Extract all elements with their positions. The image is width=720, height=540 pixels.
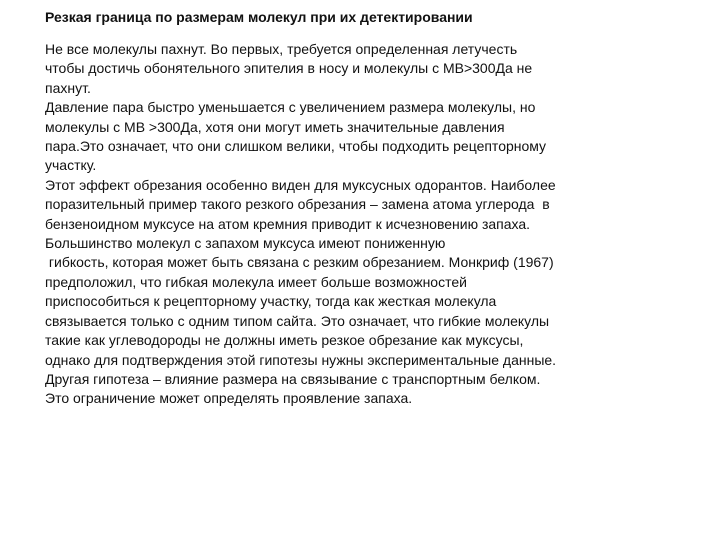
text-line: чтобы достичь обонятельного эпителия в носу и молекулы с МВ>300Да не — [45, 60, 533, 77]
text-line: Большинство молекул с запахом муксуса имеют пониженную — [45, 235, 446, 252]
text-line: такие как углеводороды не должны иметь резкое обрезание как муксусы, — [45, 332, 524, 349]
text-line: пара.Это означает, что они слишком велики, чтобы подходить рецепторному — [45, 138, 547, 155]
text-line: поразительный пример такого резкого обрезания – замена атома углерода в — [45, 196, 550, 213]
text-line: Не все молекулы пахнут. Во первых, требуется определенная летучесть — [45, 41, 518, 57]
text-line: молекулы с МВ >300Да, хотя они могут иметь значительные давления — [45, 118, 505, 135]
text-line: предположил, что гибкая молекула имеет больше возможностей — [45, 273, 467, 290]
text-line: Давление пара быстро уменьшается с увеличением размера молекулы, но — [45, 99, 536, 116]
text-line: связывается только с одним типом сайта. Это означает, что гибкие молекулы — [45, 312, 550, 329]
text-line: Это ограничение может определять проявление запаха. — [45, 390, 413, 407]
text-line: приспособиться к рецепторному участку, тогда как жесткая молекула — [45, 293, 497, 310]
text-line: участку. — [45, 157, 97, 174]
text-line: гибкость, которая может быть связана с резким обрезанием. Монкриф (1967) — [45, 254, 554, 271]
text-line: Этот эффект обрезания особенно виден для муксусных одорантов. Наиболее — [45, 176, 556, 193]
text-line: однако для подтверждения этой гипотезы нужны экспериментальные данные. — [45, 351, 557, 368]
slide-title: Резкая граница по размерам молекул при их детектировании — [45, 9, 473, 25]
text-line: Другая гипотеза – влияние размера на связывание с транспортным белком. — [45, 370, 541, 387]
text-line: бензеноидном муксусе на атом кремния приводит к исчезновению запаха. — [45, 215, 531, 232]
text-line: пахнут. — [45, 79, 91, 96]
slide-body-text — [45, 40, 695, 409]
